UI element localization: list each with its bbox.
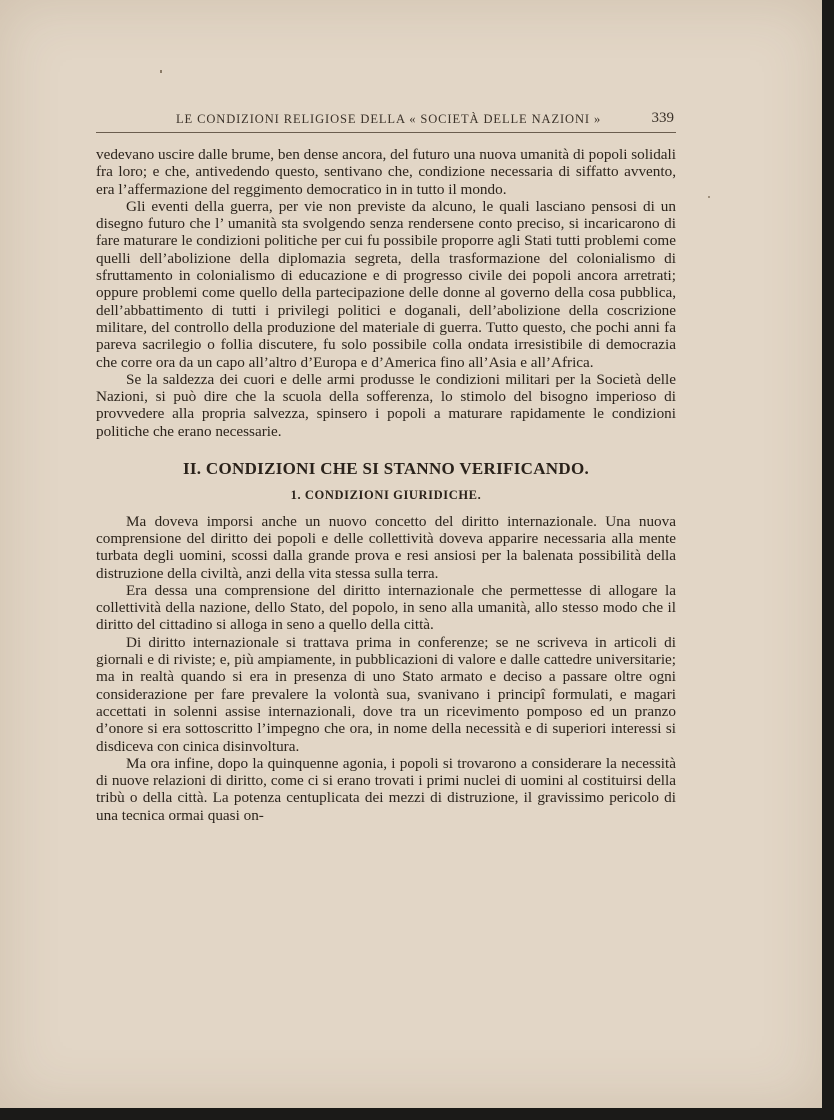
paragraph: Era dessa una comprensione del diritto internazionale che permettesse di allogare la collettività della nazione, dello Stato, del popolo, in seno alla umanità, allo stesso modo che il diritto del cittadino si alloga in seno a quello della città. [96, 581, 676, 634]
paragraph: Di diritto internazionale si trattava prima in conferenze; se ne scriveva in articoli di giornali e di riviste; e, più ampiamente, in pubblicazioni di valore e dalle cattedre universitarie; ma in realtà quando si era in presenza di uno Stato armato e deciso a passare oltre ogni considerazione per fare prevalere la volontà sua, svanivano i principî formulati, e magari accettati in solenni assise internazionali, dove tra un ricevimento pomposo ed un pranzo d’onore si era sottoscritto l’impegno che ora, in nome della necessità e di superiori interessi si disdiceva con cinica disinvoltura. [96, 633, 676, 755]
running-title: LE CONDIZIONI RELIGIOSE DELLA « SOCIETÀ DELLE NAZIONI » [176, 112, 602, 126]
page-body [96, 146, 676, 824]
paragraph: Gli eventi della guerra, per vie non previste da alcuno, le quali lasciano pensosi di un disegno futuro che l’ umanità sta svolgendo senza rendersene conto preciso, si incaricarono di fare maturare le condizioni politiche per cui fu possibile proporre agli Stati tutti problemi come quelli dell’abolizione della diplomazia segreta, della trasformazione del colonialismo di sfruttamento in colonialismo di educazione e di progresso civile dei popoli ancora arretrati; oppure problemi come quello della partecipazione delle donne al governo della cosa pubblica, dell’abbattimento di tutti i privilegi politici e doganali, dell’abolizione della coscrizione militare, del controllo della produzione del materiale di guerra. Tutto questo, che pochi anni fa pareva sacrilegio o follia discutere, fu solo possibile colla ondata irresistibile di democrazia che corre ora da un capo all’altro d’Europa e d’America fino all’Asia e all’Africa. [96, 197, 676, 371]
section-heading: II. CONDIZIONI CHE SI STANNO VERIFICANDO. [182, 459, 590, 479]
running-header [96, 108, 676, 133]
paragraph: Se la saldezza dei cuori e delle armi produsse le condizioni militari per la Società delle Nazioni, si può dire che la scuola della sofferenza, lo stimolo del bisogno imperioso di provvedere alla propria salvezza, spinsero i popoli a maturare rapidamente le condizioni politiche che erano necessarie. [96, 370, 676, 440]
print-mark [160, 70, 162, 73]
paragraph: Ma ora infine, dopo la quinquenne agonia, i popoli si trovarono a considerare la necessità di nuove relazioni di diritto, come ci si erano trovati i primi nuclei di uomini al costituirsi della tribù o della città. La potenza centuplicata dei mezzi di distruzione, il gravissimo pericolo di una tecnica ormai quasi on- [96, 754, 676, 824]
page-number: 339 [651, 110, 674, 126]
print-speck [708, 196, 710, 198]
paragraph: Ma doveva imporsi anche un nuovo concetto del diritto internazionale. Una nuova comprensione del diritto dei popoli e delle collettività doveva apparire necessaria alla mente turbata degli uomini, scossi dalla grande prova e resi ansiosi per la balenata possibilità della distruzione della civiltà, anzi della vita stessa sulla terra. [96, 512, 676, 582]
subsection-heading: 1. CONDIZIONI GIURIDICHE. [290, 488, 482, 503]
paragraph-continuation: vedevano uscire dalle brume, ben dense ancora, del futuro una nuova umanità di popoli solidali fra loro; e che, antivedendo questo, sentivano che, condizione necessaria di siffatto avvento, era l’affermazione del reggimento democratico in in tutto il mondo. [96, 146, 676, 198]
